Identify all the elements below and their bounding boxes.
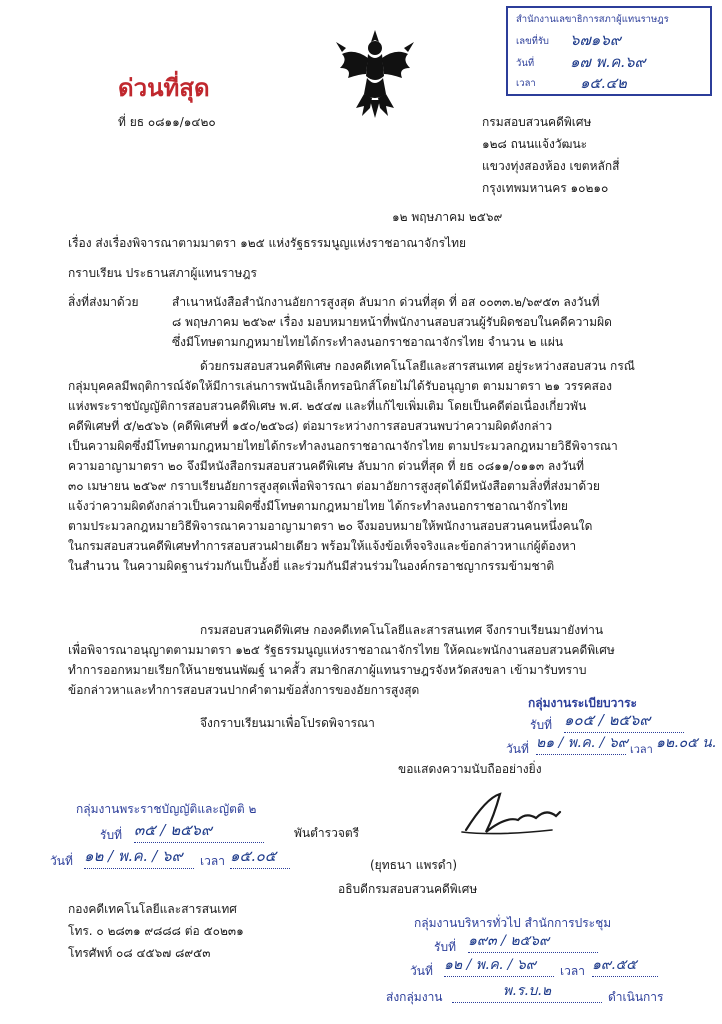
meeting-stamp-time: ๑๙.๕๕ xyxy=(592,954,658,977)
signer-rank: พันตำรวจตรี xyxy=(294,826,360,840)
stamp-time: ๑๕.๔๒ xyxy=(580,74,627,92)
sender-address-2: แขวงทุ่งสองห้อง เขตหลักสี่ xyxy=(482,159,620,173)
stamp-date: ๑๗ พ.ค.๖๙ xyxy=(570,53,646,71)
agenda-stamp-no-label: รับที่ xyxy=(530,718,552,732)
body-paragraph-2 xyxy=(68,620,682,700)
sender-address-1: ๑๒๘ ถนนแจ้งวัฒนะ xyxy=(482,137,588,151)
agenda-stamp-date-label: วันที่ xyxy=(506,742,529,756)
agenda-stamp-title: กลุ่มงานระเบียบวาระ xyxy=(528,696,637,710)
enclosure-line: ๘ พฤษภาคม ๒๕๖๙ เรื่อง มอบหมายหน้าที่พนักงานสอบสวนผู้รับผิดชอบในคดีความผิด xyxy=(172,315,612,329)
meeting-stamp-title: กลุ่มงานบริหารทั่วไป สำนักการประชุม xyxy=(414,916,612,930)
agenda-stamp-time-label: เวลา xyxy=(630,743,653,756)
document-date: ๑๒ พฤษภาคม ๒๕๖๙ xyxy=(392,210,503,224)
enclosure-line: ซึ่งมีโทษตามกฎหมายไทยได้กระทำลงนอกราชอาณาจักรไทย จำนวน ๒ แผ่น xyxy=(172,335,564,349)
paragraph-line: กรมสอบสวนคดีพิเศษ กองคดีเทคโนโลยีและสารสนเทศ จึงกราบเรียนมายังท่าน xyxy=(200,623,604,637)
meeting-stamp-date: ๑๒ / พ.ค. / ๖๙ xyxy=(444,954,554,977)
contact-mobile: โทรศัพท์ ๐๘ ๔๕๖๗ ๘๙๕๓ xyxy=(68,946,211,960)
paragraph-line: ในสำนวน ในความผิดฐานร่วมกันเป็นอั้งยี่ และร่วมกันมีส่วนร่วมในองค์กรอาชญากรรมข้ามชาติ xyxy=(68,559,555,573)
paragraph-line: ข้อกล่าวหาและทำการสอบสวนปากคำตามข้อสั่งการของอัยการสูงสุด xyxy=(68,683,420,697)
enclosure-line: สำเนาหนังสือสำนักงานอัยการสูงสุด ลับมาก ด่วนที่สุด ที่ อส ๐๐๓๓.๒/๖๙๕๓ ลงวันที่ xyxy=(172,295,600,309)
paragraph-line: เพื่อพิจารณาอนุญาตตามมาตรา ๑๒๕ รัฐธรรมนูญแห่งราชอาณาจักรไทย ให้คณะพนักงานสอบสวนคดีพิเศษ xyxy=(68,643,615,657)
salutation-line: กราบเรียน ประธานสภาผู้แทนราษฎร xyxy=(68,266,257,280)
contact-phone: โทร. ๐ ๒๘๓๑ ๙๘๘๘ ต่อ ๕๐๒๓๑ xyxy=(68,924,244,938)
sender-address-3: กรุงเทพมหานคร ๑๐๒๑๐ xyxy=(482,181,609,195)
garuda-emblem-icon xyxy=(334,28,416,120)
sender-name: กรมสอบสวนคดีพิเศษ xyxy=(482,115,592,129)
bill-stamp-time: ๑๕.๐๕ xyxy=(230,844,290,869)
paragraph-line: ตามประมวลกฎหมายวิธีพิจารณาความอาญามาตรา ๒๐ จึงมอบหมายให้พนักงานสอบสวนคนหนึ่งคนใด xyxy=(68,519,593,533)
regards-line: ขอแสดงความนับถืออย่างยิ่ง xyxy=(398,762,542,776)
meeting-stamp-to: พ.ร.บ.๒ xyxy=(452,980,602,1003)
meeting-stamp-time-label: เวลา xyxy=(560,964,585,978)
document-number: ที่ ยธ ๐๘๑๑/๑๔๒๐ xyxy=(118,115,216,129)
contact-division: กองคดีเทคโนโลยีและสารสนเทศ xyxy=(68,902,237,916)
stamp-receipt-no: ๖๗๑๖๙ xyxy=(570,31,621,49)
urgency-label: ด่วนที่สุด xyxy=(118,74,210,102)
stamp-office: สำนักงานเลขาธิการสภาผู้แทนราษฎร xyxy=(516,14,669,25)
paragraph-line: กลุ่มบุคคลมีพฤติการณ์จัดให้มีการเล่นการพนันอิเล็กทรอนิกส์โดยไม่ได้รับอนุญาต ตามมาตรา ๒๑ วรรคสอง xyxy=(68,379,613,393)
agenda-stamp-no: ๑๐๕ / ๒๕๖๙ xyxy=(564,708,684,733)
meeting-stamp-date-label: วันที่ xyxy=(410,964,433,978)
meeting-stamp-to-label: ส่งกลุ่มงาน xyxy=(386,990,443,1004)
stamp-date-label: วันที่ xyxy=(516,58,535,69)
paragraph-line: เป็นความผิดซึ่งมีโทษตามกฎหมายไทยได้กระทำลงนอกราชอาณาจักรไทย ตามประมวลกฎหมายวิธีพิจารณา xyxy=(68,439,618,453)
meeting-stamp-action-label: ดำเนินการ xyxy=(608,990,664,1004)
bill-stamp-time-label: เวลา xyxy=(200,854,225,868)
signer-name: (ยุทธนา แพรดำ) xyxy=(370,858,458,872)
closing-line: จึงกราบเรียนมาเพื่อโปรดพิจารณา xyxy=(200,716,375,730)
paragraph-line: คดีพิเศษที่ ๕/๒๕๖๖ (คดีพิเศษที่ ๑๕๐/๒๕๖๘) ต่อมาระหว่างการสอบสวนพบว่าความผิดดังกล่าว xyxy=(68,419,553,433)
paragraph-line: ๓๐ เมษายน ๒๕๖๙ กราบเรียนอัยการสูงสุดเพื่อพิจารณา ต่อมาอัยการสูงสุดได้มีหนังสือตามสิ่งที่ส่งมาด้วย xyxy=(68,479,600,493)
enclosure-label: สิ่งที่ส่งมาด้วย xyxy=(68,295,139,309)
stamp-receipt-label: เลขที่รับ xyxy=(516,36,549,47)
paragraph-line: แจ้งว่าความผิดดังกล่าวเป็นความผิดซึ่งมีโทษตามกฎหมายไทย ได้กระทำลงนอกราชอาณาจักรไทย xyxy=(68,499,568,513)
bill-stamp-date: ๑๒ / พ.ค. / ๖๙ xyxy=(84,844,194,869)
signer-title: อธิบดีกรมสอบสวนคดีพิเศษ xyxy=(338,882,478,896)
paragraph-line: แห่งพระราชบัญญัติการสอบสวนคดีพิเศษ พ.ศ. ๒๕๔๗ และที่แก้ไขเพิ่มเติม โดยเป็นคดีต่อเนื่องเกี่ยวพัน xyxy=(68,399,587,413)
enclosure-text xyxy=(172,292,682,352)
meeting-stamp-no-label: รับที่ xyxy=(434,940,456,954)
body-paragraph-1 xyxy=(68,356,682,576)
stamp-time-label: เวลา xyxy=(516,78,536,89)
bill-stamp-date-label: วันที่ xyxy=(50,854,73,868)
paragraph-line: ความอาญามาตรา ๒๐ จึงมีหนังสือกรมสอบสวนคดีพิเศษ ลับมาก ด่วนที่สุด ที่ ยธ ๐๘๑๑/๐๑๑๓ ลงวันที่ xyxy=(68,459,584,473)
bill-stamp-no-label: รับที่ xyxy=(100,828,122,842)
agenda-stamp-date: ๒๑ / พ.ค. / ๖๙ xyxy=(536,732,626,755)
signature-mark xyxy=(456,786,566,838)
paragraph-line: ทำการออกหมายเรียกให้นายชนนพัฒฐ์ นาคสั้ว สมาชิกสภาผู้แทนราษฎรจังหวัดสงขลา เข้ามารับทราบ xyxy=(68,663,587,677)
meeting-stamp-no: ๑๙๓ / ๒๕๖๙ xyxy=(468,930,598,953)
subject-line: เรื่อง ส่งเรื่องพิจารณาตามมาตรา ๑๒๕ แห่งรัฐธรรมนูญแห่งราชอาณาจักรไทย xyxy=(68,236,467,250)
paragraph-line: ในกรมสอบสวนคดีพิเศษทำการสอบสวนฝ่ายเดียว พร้อมให้แจ้งข้อเท็จจริงและข้อกล่าวหาแก่ผู้ต้องหา xyxy=(68,539,577,553)
receipt-stamp-top xyxy=(506,6,712,96)
agenda-stamp-time: ๑๒.๐๕ น. xyxy=(656,735,717,751)
bill-stamp-no: ๓๕ / ๒๕๖๙ xyxy=(134,818,264,843)
bill-stamp-title: กลุ่มงานพระราชบัญญัติและญัตติ ๒ xyxy=(76,802,257,816)
paragraph-line: ด้วยกรมสอบสวนคดีพิเศษ กองคดีเทคโนโลยีและสารสนเทศ อยู่ระหว่างสอบสวน กรณี xyxy=(200,359,635,373)
